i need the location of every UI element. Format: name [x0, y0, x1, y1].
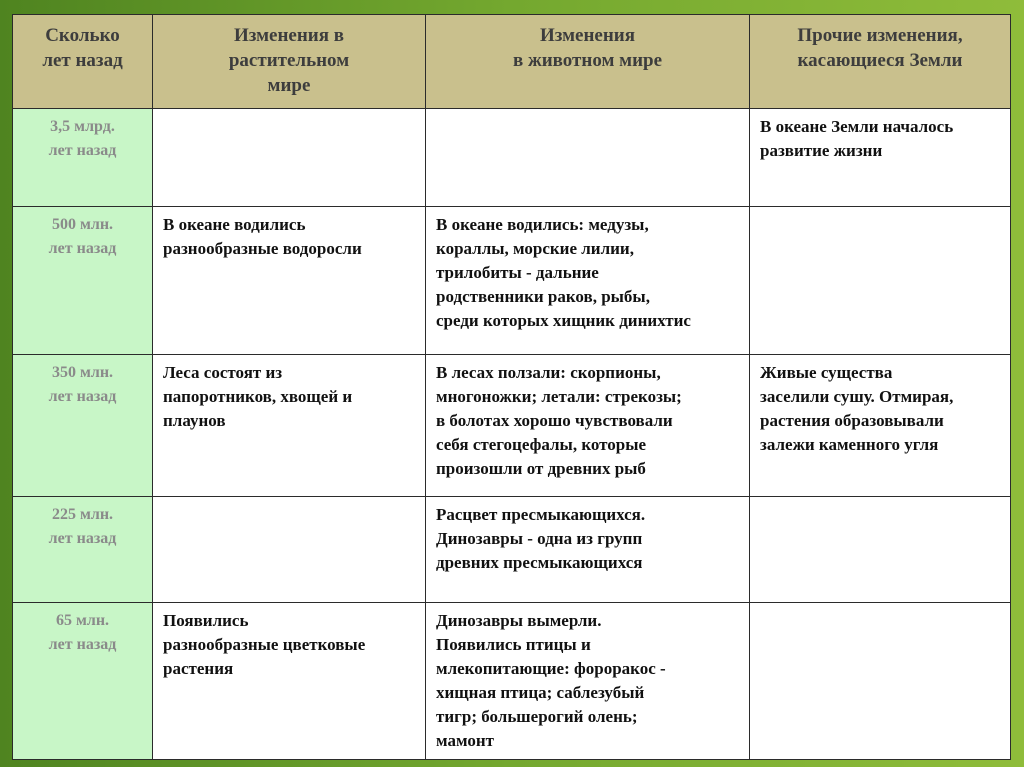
other-cell	[750, 207, 1011, 355]
time-cell: 500 млн. лет назад	[13, 207, 153, 355]
other-cell: Живые существа заселили сушу. Отмирая, растения образовывали залежи каменного угля	[750, 355, 1011, 497]
other-cell	[750, 497, 1011, 603]
header-animals: Изменения в животном мире	[426, 15, 750, 109]
animals-cell: В лесах ползали: скорпионы, многоножки; летали: стрекозы; в болотах хорошо чувствовали себя стегоцефалы, которые произошли от древних рыб	[426, 355, 750, 497]
table-row	[13, 497, 1011, 603]
plants-cell: Леса состоят из папоротников, хвощей и плаунов	[153, 355, 426, 497]
time-cell: 350 млн. лет назад	[13, 355, 153, 497]
header-other: Прочие изменения, касающиеся Земли	[750, 15, 1011, 109]
plants-cell: Появились разнообразные цветковые растения	[153, 603, 426, 760]
header-row	[13, 15, 1011, 109]
plants-cell	[153, 109, 426, 207]
animals-cell: В океане водились: медузы, кораллы, морские лилии, трилобиты - дальние родственники раков, рыбы, среди которых хищник динихтис	[426, 207, 750, 355]
time-cell: 3,5 млрд. лет назад	[13, 109, 153, 207]
header-plants: Изменения в растительном мире	[153, 15, 426, 109]
evolution-table	[12, 14, 1011, 760]
other-cell: В океане Земли началось развитие жизни	[750, 109, 1011, 207]
table-row	[13, 109, 1011, 207]
header-time: Сколько лет назад	[13, 15, 153, 109]
animals-cell	[426, 109, 750, 207]
plants-cell	[153, 497, 426, 603]
plants-cell: В океане водились разнообразные водоросли	[153, 207, 426, 355]
table-row	[13, 355, 1011, 497]
table-row	[13, 603, 1011, 760]
time-cell: 225 млн. лет назад	[13, 497, 153, 603]
animals-cell: Расцвет пресмыкающихся. Динозавры - одна из групп древних пресмыкающихся	[426, 497, 750, 603]
time-cell: 65 млн. лет назад	[13, 603, 153, 760]
animals-cell: Динозавры вымерли. Появились птицы и млекопитающие: фороракос - хищная птица; саблезубый тигр; большерогий олень; мамонт	[426, 603, 750, 760]
table-row	[13, 207, 1011, 355]
other-cell	[750, 603, 1011, 760]
